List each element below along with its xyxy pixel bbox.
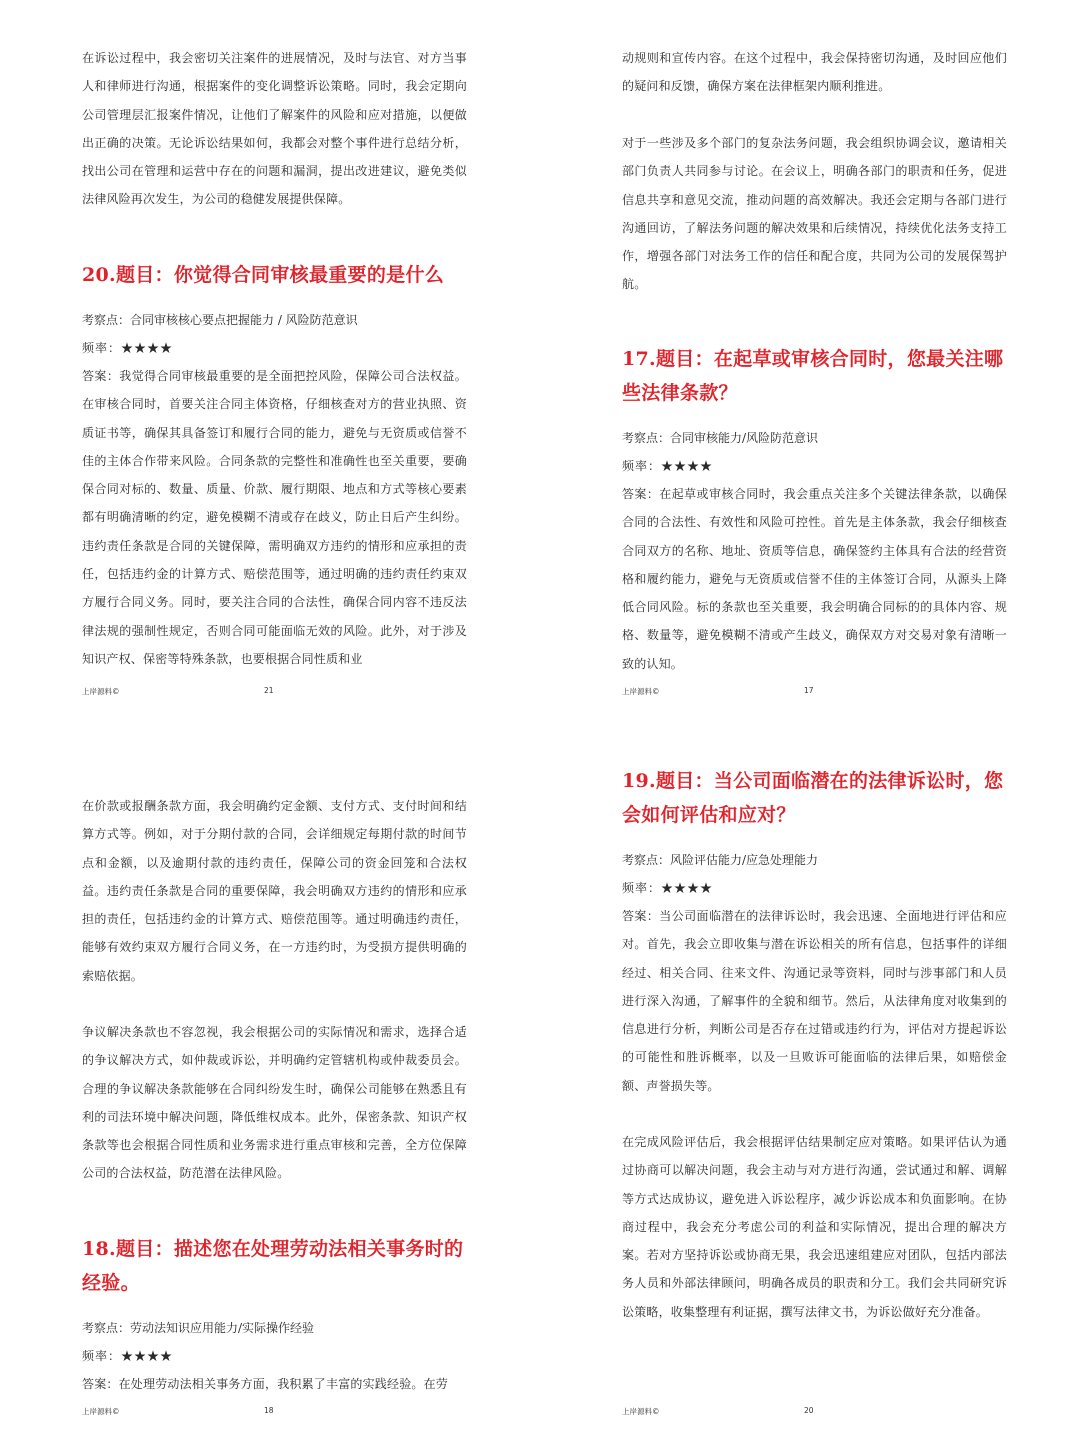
paragraph-dispute-resolution: 争议解决条款也不容忽视，我会根据公司的实际情况和需求，选择合适的争议解决方式，如仲裁或诉讼，并明确约定管辖机构或仲裁委员会。合理的争议解决条款能够在合同纠纷发生时，确保公司能够在熟悉且有利的司法环境中解决问题，降低维权成本。此外，保密条款、知识产权条款等也会根据合同性质和业务需求进行重点审核和完善，全方位保障公司的合法权益，防范潜在法律风险。 xyxy=(82,1025,467,1181)
question-heading-19: 19.题目：当公司面临潜在的法律诉讼时，您会如何评估和应对？ xyxy=(622,770,1004,826)
frequency-rating: 频率：★★★★ xyxy=(82,1349,174,1363)
page-footer xyxy=(82,1406,274,1417)
exam-point: 考察点：合同审核能力/风险防范意识 xyxy=(622,431,819,445)
page-number: 21 xyxy=(264,686,274,695)
footer-brand: 上岸源料© xyxy=(622,1407,660,1416)
answer-paragraph: 答案：在处理劳动法相关事务方面，我积累了丰富的实践经验。在劳 xyxy=(82,1377,449,1391)
page-number: 20 xyxy=(804,1406,814,1415)
frequency-rating: 频率：★★★★ xyxy=(622,881,714,895)
document-page-20 xyxy=(540,720,1080,1440)
footer-brand: 上岸源料© xyxy=(622,687,660,696)
question-heading-17: 17.题目：在起草或审核合同时，您最关注哪些法律条款？ xyxy=(622,348,1004,404)
document-page-18 xyxy=(0,720,540,1440)
frequency-rating: 频率：★★★★ xyxy=(622,459,714,473)
question-heading-20: 20.题目：你觉得合同审核最重要的是什么 xyxy=(82,264,445,286)
answer-paragraph: 答案：在起草或审核合同时，我会重点关注多个关键法律条款，以确保合同的合法性、有效性和风险可控性。首先是主体条款，我会仔细核查合同双方的名称、地址、资质等信息，确保签约主体具有合法的经营资格和履约能力，避免与无资质或信誉不佳的主体签订合同，从源头上降低合同风险。标的条款也至关重要，我会明确合同标的的具体内容、规格、数量等，避免模糊不清或产生歧义，确保双方对交易对象有清晰一致的认知。 xyxy=(622,487,1007,671)
page-number: 18 xyxy=(264,1406,274,1415)
answer-paragraph: 答案：我觉得合同审核最重要的是全面把控风险，保障公司合法权益。在审核合同时，首要关注合同主体资格，仔细核查对方的营业执照、资质证书等，确保其具备签订和履行合同的能力，避免与无资质或信誉不佳的主体合作带来风险。合同条款的完整性和准确性也至关重要，要确保合同对标的、数量、质量、价款、履行期限、地点和方式等核心要素都有明确清晰的约定，避免模糊不清或存在歧义，防止日后产生纠纷。违约责任条款是合同的关键保障，需明确双方违约的情形和应承担的责任，包括违约金的计算方式、赔偿范围等，通过明确的违约责任约束双方履行合同义务。同时，要关注合同的合法性，确保合同内容不违反法律法规的强制性规定，否则合同可能面临无效的风险。此外，对于涉及知识产权、保密等特殊条款，也要根据合同性质和业 xyxy=(82,369,467,666)
answer-paragraph: 答案：当公司面临潜在的法律诉讼时，我会迅速、全面地进行评估和应对。首先，我会立即收集与潜在诉讼相关的所有信息，包括事件的详细经过、相关合同、往来文件、沟通记录等资料，同时与涉事部门和人员进行深入沟通，了解事件的全貌和细节。然后，从法律角度对收集到的信息进行分析，判断公司是否存在过错或违约行为，评估对方提起诉讼的可能性和胜诉概率，以及一旦败诉可能面临的法律后果，如赔偿金额、声誉损失等。 xyxy=(622,909,1007,1093)
exam-point: 考察点：合同审核核心要点把握能力 / 风险防范意识 xyxy=(82,313,358,327)
paragraph-continuation: 动规则和宣传内容。在这个过程中，我会保持密切沟通，及时回应他们的疑问和反馈，确保方案在法律框架内顺利推进。 xyxy=(622,51,1007,94)
frequency-rating: 频率：★★★★ xyxy=(82,341,174,355)
question-heading-18: 18.题目：描述您在处理劳动法相关事务时的经验。 xyxy=(82,1238,464,1294)
paragraph-coordination: 对于一些涉及多个部门的复杂法务问题，我会组织协调会议，邀请相关部门负责人共同参与讨论。在会议上，明确各部门的职责和任务，促进信息共享和意见交流，推动问题的高效解决。我还会定期与各部门进行沟通回访，了解法务问题的解决效果和后续情况，持续优化法务支持工作，增强各部门对法务工作的信任和配合度，共同为公司的发展保驾护航。 xyxy=(622,136,1007,292)
page-number: 17 xyxy=(804,686,814,695)
document-page-17 xyxy=(540,0,1080,720)
footer-brand: 上岸源料© xyxy=(82,1407,120,1416)
page-footer xyxy=(622,686,814,697)
page-footer xyxy=(82,686,274,697)
page-footer xyxy=(622,1406,814,1417)
paragraph-litigation-intro: 在诉讼过程中，我会密切关注案件的进展情况，及时与法官、对方当事人和律师进行沟通，根据案件的变化调整诉讼策略。同时，我会定期向公司管理层汇报案件情况，让他们了解案件的风险和应对措施，以便做出正确的决策。无论诉讼结果如何，我都会对整个事件进行总结分析，找出公司在管理和运营中存在的问题和漏洞，提出改进建议，避免类似法律风险再次发生，为公司的稳健发展提供保障。 xyxy=(82,51,467,207)
paragraph-response-strategy: 在完成风险评估后，我会根据评估结果制定应对策略。如果评估认为通过协商可以解决问题，我会主动与对方进行沟通，尝试通过和解、调解等方式达成协议，避免进入诉讼程序，减少诉讼成本和负面影响。在协商过程中，我会充分考虑公司的利益和实际情况，提出合理的解决方案。若对方坚持诉讼或协商无果，我会迅速组建应对团队，包括内部法务人员和外部法律顾问，明确各成员的职责和分工。我们会共同研究诉讼策略，收集整理有利证据，撰写法律文书，为诉讼做好充分准备。 xyxy=(622,1135,1007,1319)
paragraph-price-terms: 在价款或报酬条款方面，我会明确约定金额、支付方式、支付时间和结算方式等。例如，对于分期付款的合同，会详细规定每期付款的时间节点和金额，以及逾期付款的违约责任，保障公司的资金回笼和合法权益。违约责任条款是合同的重要保障，我会明确双方违约的情形和应承担的责任，包括违约金的计算方式、赔偿范围等。通过明确违约责任，能够有效约束双方履行合同义务，在一方违约时，为受损方提供明确的索赔依据。 xyxy=(82,799,467,983)
exam-point: 考察点：劳动法知识应用能力/实际操作经验 xyxy=(82,1321,315,1335)
footer-brand: 上岸源料© xyxy=(82,687,120,696)
exam-point: 考察点：风险评估能力/应急处理能力 xyxy=(622,853,819,867)
document-page-21 xyxy=(0,0,540,720)
